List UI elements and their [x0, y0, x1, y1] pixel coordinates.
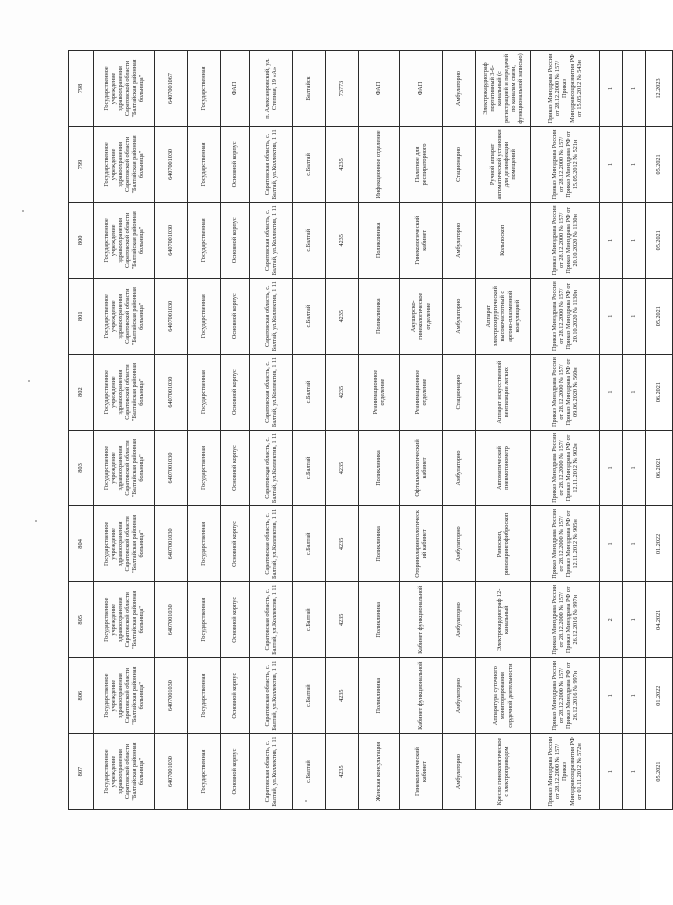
table-cell: 1: [600, 506, 623, 582]
table-cell: Автоматический пневмотонометр: [476, 430, 531, 506]
table-cell: Основной корпус: [221, 658, 250, 734]
row-ownership: [188, 51, 221, 810]
table-cell: 6407001030: [155, 734, 188, 810]
table-cell: ФАП: [221, 51, 250, 127]
table-cell: 804: [69, 506, 94, 582]
table-cell: 1: [623, 202, 646, 278]
table-cell: Государственное учреждение здравоохранения Саратовской области "Балтайская районная больница": [94, 126, 155, 202]
scan-speck: [22, 210, 24, 212]
table-cell: Амбулаторно: [443, 734, 476, 810]
table-cell: 73773: [326, 51, 359, 127]
table-cell: Офтальмологический кабинет: [400, 430, 443, 506]
table-cell: 803: [69, 430, 94, 506]
table-cell: Ручной аппарат автоматической установки для дезинфекции помещений: [476, 126, 531, 202]
table-cell: 6407001030: [155, 126, 188, 202]
table-cell: Основной корпус: [221, 126, 250, 202]
table-cell: 800: [69, 202, 94, 278]
table-cell: Приказ Минздрава России от 28.12.2000 № 157/Приказ Минздрава РФ от 15.05.2012 № 521н: [531, 126, 600, 202]
table-cell: Государственное учреждение здравоохранения Саратовской области "Балтайская районная больница": [94, 354, 155, 430]
table-cell: 4235: [326, 658, 359, 734]
table-cell: 1: [600, 430, 623, 506]
table-cell: 4235: [326, 202, 359, 278]
table-cell: Поликлиника: [359, 278, 400, 354]
table-cell: 1: [623, 658, 646, 734]
table-cell: Поликлиника: [359, 658, 400, 734]
table-cell: с.Балтай: [293, 430, 326, 506]
row-unit: [359, 51, 400, 810]
row-quantity-2: [623, 51, 646, 810]
table-cell: 1: [623, 126, 646, 202]
table-cell: Амбулаторно: [443, 506, 476, 582]
table-cell: Кабинет функциональной: [400, 582, 443, 658]
table-cell: 1: [623, 354, 646, 430]
table-cell: Саратовская область, с. Балтай, ул.Коллектив, 1 11: [250, 126, 293, 202]
table-cell: Основной корпус: [221, 202, 250, 278]
table-cell: Саратовская область, с. Балтай, ул.Коллектив, 1 11: [250, 430, 293, 506]
row-date: [646, 51, 673, 810]
table-cell: 806: [69, 658, 94, 734]
table-cell: 805: [69, 582, 94, 658]
table-cell: с.Балтай: [293, 506, 326, 582]
table-cell: Стационарно: [443, 354, 476, 430]
table-cell: Государственное учреждение здравоохранения Саратовской области "Балтайская районная больница": [94, 734, 155, 810]
table-cell: с.Балтай: [293, 354, 326, 430]
equipment-table: [68, 50, 673, 810]
table-cell: ФАП: [359, 51, 400, 127]
table-cell: с.Балтай: [293, 126, 326, 202]
table-cell: Основной корпус: [221, 430, 250, 506]
table-cell: Поликлиника: [359, 430, 400, 506]
table-cell: 6407001067: [155, 51, 188, 127]
table-cell: Государственная: [188, 658, 221, 734]
table-cell: 05.2021: [646, 278, 673, 354]
table-cell: 6407001030: [155, 278, 188, 354]
table-cell: 802: [69, 354, 94, 430]
table-cell: 1: [600, 658, 623, 734]
table-cell: Электрокардиограф 12-канальный: [476, 582, 531, 658]
row-department: [400, 51, 443, 810]
table-cell: 4235: [326, 582, 359, 658]
table-cell: Кресло гинекологическое с электроприводом: [476, 734, 531, 810]
table-cell: 01.2022: [646, 506, 673, 582]
row-inn: [155, 51, 188, 810]
table-cell: 1: [600, 734, 623, 810]
table-cell: 799: [69, 126, 94, 202]
table-cell: 1: [623, 506, 646, 582]
table-cell: Приказ Минздрава России от 28.12.2000 № 157/Приказ Минздрава РФ от 09.06.2020 № 560н: [531, 354, 600, 430]
table-cell: Саратовская область, с. Балтай, ул.Коллектив, 1 11: [250, 582, 293, 658]
table-cell: Гинекологический кабинет: [400, 734, 443, 810]
row-number: [69, 51, 94, 810]
row-organization: [94, 51, 155, 810]
table-cell: 1: [600, 278, 623, 354]
table-cell: 1: [600, 126, 623, 202]
table-cell: Государственная: [188, 202, 221, 278]
table-cell: 6407001030: [155, 582, 188, 658]
table-cell: 12.2023: [646, 51, 673, 127]
table-cell: 1: [600, 202, 623, 278]
row-equipment: [476, 51, 531, 810]
table-cell: Саратовская область, с. Балтай, ул.Коллектив, 1 11: [250, 734, 293, 810]
scan-speck: [35, 520, 37, 522]
table-cell: 1: [600, 51, 623, 127]
table-cell: Риноскоп, риноларингофиброскоп: [476, 506, 531, 582]
scan-speck: [28, 380, 30, 382]
table-cell: Амбулаторно: [443, 278, 476, 354]
table-cell: Амбулаторно: [443, 658, 476, 734]
table-cell: Поликлиника: [359, 582, 400, 658]
table-cell: Оториноларингологический кабинет: [400, 506, 443, 582]
table-cell: с.Балтай: [293, 734, 326, 810]
table-cell: Государственное учреждение здравоохранения Саратовской области "Балтайская районная больница": [94, 582, 155, 658]
table-cell: Государственная: [188, 354, 221, 430]
table-cell: Основной корпус: [221, 354, 250, 430]
table-cell: Основной корпус: [221, 278, 250, 354]
table-cell: Саратовская область, с. Балтай, ул.Коллектив, 1 11: [250, 658, 293, 734]
table-cell: Электрокардиограф портативный 3-6-канальный (с регистрацией и передачей по каналам связи, функциональной записью): [476, 51, 531, 127]
table-cell: Реанимационное отделение: [359, 354, 400, 430]
table-cell: 06.2021: [646, 354, 673, 430]
table-cell: 4235: [326, 354, 359, 430]
row-order: [531, 51, 600, 810]
table-cell: Аппаратура суточного мониторирования сердечной деятельности: [476, 658, 531, 734]
table-cell: Государственное учреждение здравоохранения Саратовской области "Балтайская районная больница": [94, 51, 155, 127]
table-cell: Государственное учреждение здравоохранения Саратовской области "Балтайская районная больница": [94, 430, 155, 506]
table-cell: п. Алексанровский, ул. Степная, 19 «А»: [250, 51, 293, 127]
table-cell: 1: [623, 734, 646, 810]
table-cell: Кольпоскоп: [476, 202, 531, 278]
row-quantity-1: [600, 51, 623, 810]
table-cell: Государственная: [188, 126, 221, 202]
table-cell: 6407001030: [155, 202, 188, 278]
table-cell: Приказ Минздрава России от 28.12.2000 № 157/Приказ Минздравсоцразвития РФ от 01.11.2012 № 572н: [531, 734, 600, 810]
table-cell: Государственное учреждение здравоохранения Саратовской области "Балтайская районная больница": [94, 506, 155, 582]
table-cell: Балтайск: [293, 51, 326, 127]
table-cell: Аппарат искусственной вентиляции легких: [476, 354, 531, 430]
table-cell: Государственная: [188, 51, 221, 127]
table-cell: 2: [600, 582, 623, 658]
table-cell: 6407001030: [155, 354, 188, 430]
table-cell: Реанимационное отделение: [400, 354, 443, 430]
table-cell: 4235: [326, 430, 359, 506]
table-cell: Амбулаторно: [443, 582, 476, 658]
table-cell: Государственная: [188, 734, 221, 810]
table-cell: Саратовская область, с. Балтай, ул.Коллектив, 1 11: [250, 506, 293, 582]
table-cell: Основной корпус: [221, 506, 250, 582]
table-cell: Акушерско-гинекологическое отделение: [400, 278, 443, 354]
table-cell: 4235: [326, 506, 359, 582]
table-cell: ФАП: [400, 51, 443, 127]
table-cell: 05.2021: [646, 202, 673, 278]
table-cell: Женская консультация: [359, 734, 400, 810]
table-cell: Палатное для респираторного: [400, 126, 443, 202]
table-cell: 06.2021: [646, 430, 673, 506]
table-cell: Государственное учреждение здравоохранения Саратовской области "Балтайская районная больница": [94, 202, 155, 278]
table-cell: Саратовская область, с. Балтай, ул.Коллектив, 1 11: [250, 202, 293, 278]
table-cell: Поликлиника: [359, 506, 400, 582]
table-cell: 4235: [326, 126, 359, 202]
table-cell: 4235: [326, 734, 359, 810]
table-cell: 6407001030: [155, 430, 188, 506]
table-cell: 05.2021: [646, 126, 673, 202]
table-cell: Приказ Минздрава России от 28.12.2000 № 157/Приказ Минздрава РФ от 26.12.2016 № 997н: [531, 582, 600, 658]
row-address: [250, 51, 293, 810]
table-cell: 807: [69, 734, 94, 810]
rotated-table-container: [68, 50, 663, 810]
table-cell: 05.2021: [646, 734, 673, 810]
table-cell: 801: [69, 278, 94, 354]
table-cell: 1: [623, 278, 646, 354]
table-cell: Приказ Минздрава России от 28.12.2000 № 157/Приказ Минздрава РФ от 20.10.2020 № 1130н: [531, 278, 600, 354]
table-cell: 1: [600, 354, 623, 430]
table-cell: Амбулаторно: [443, 202, 476, 278]
table-cell: с.Балтай: [293, 278, 326, 354]
table-cell: 6407001030: [155, 658, 188, 734]
table-cell: 01.2022: [646, 658, 673, 734]
row-building: [221, 51, 250, 810]
table-cell: Основной корпус: [221, 734, 250, 810]
table-cell: Основной корпус: [221, 582, 250, 658]
table-cell: 1: [623, 51, 646, 127]
table-cell: Государственная: [188, 506, 221, 582]
table-cell: 4235: [326, 278, 359, 354]
table-cell: 04.2021: [646, 582, 673, 658]
table-cell: 6407001030: [155, 506, 188, 582]
table-cell: Гинекологический кабинет: [400, 202, 443, 278]
table-cell: Государственное учреждение здравоохранения Саратовской области "Балтайская районная больница": [94, 278, 155, 354]
table-cell: Государственное учреждение здравоохранения Саратовской области "Балтайская районная больница": [94, 658, 155, 734]
table-cell: с.Балтай: [293, 202, 326, 278]
row-locality: [293, 51, 326, 810]
table-cell: Приказ Минздрава России от 28.12.2000 № 157/Приказ Минздрава РФ от 26.12.2016 № 997н: [531, 658, 600, 734]
table-cell: Государственная: [188, 582, 221, 658]
table-cell: Саратовская область, с. Балтай, ул.Коллектив, 1 11: [250, 354, 293, 430]
table-cell: Инфекционное отделение: [359, 126, 400, 202]
table-cell: Государственная: [188, 278, 221, 354]
table-cell: 1: [623, 430, 646, 506]
table-cell: Приказ Минздрава России от 28.12.2000 № 157/Приказ Минздрава РФ от 12.11.2012 № 902н: [531, 430, 600, 506]
table-cell: Кабинет функциональной: [400, 658, 443, 734]
table-cell: 1: [623, 582, 646, 658]
table-cell: Амбулаторно: [443, 51, 476, 127]
table-cell: Аппарат электрохирургический высокочастотный с аргоно-плазменной коагуляцией: [476, 278, 531, 354]
table-cell: с.Балтай: [293, 658, 326, 734]
table-cell: Государственная: [188, 430, 221, 506]
table-cell: Приказ Минздрава России от 28.12.2000 № 157/Приказ Минздрава РФ от 20.10.2020 № 1130н: [531, 202, 600, 278]
table-cell: Стационарно: [443, 126, 476, 202]
row-code: [326, 51, 359, 810]
table-cell: с.Балтай: [293, 582, 326, 658]
table-cell: Поликлиника: [359, 202, 400, 278]
table-cell: Саратовская область, с. Балтай, ул.Коллектив, 1 11: [250, 278, 293, 354]
table-cell: Приказ Минздрава России от 28.12.2000 № 157/Приказ Минздравсоцразвития РФ от 15.05.2012 № 543н: [531, 51, 600, 127]
table-cell: 798: [69, 51, 94, 127]
table-cell: Амбулаторно: [443, 430, 476, 506]
row-conditions: [443, 51, 476, 810]
table-cell: Приказ Минздрава России от 28.12.2000 № 157/Приказ Минздрава РФ от 12.11.2012 № 905н: [531, 506, 600, 582]
